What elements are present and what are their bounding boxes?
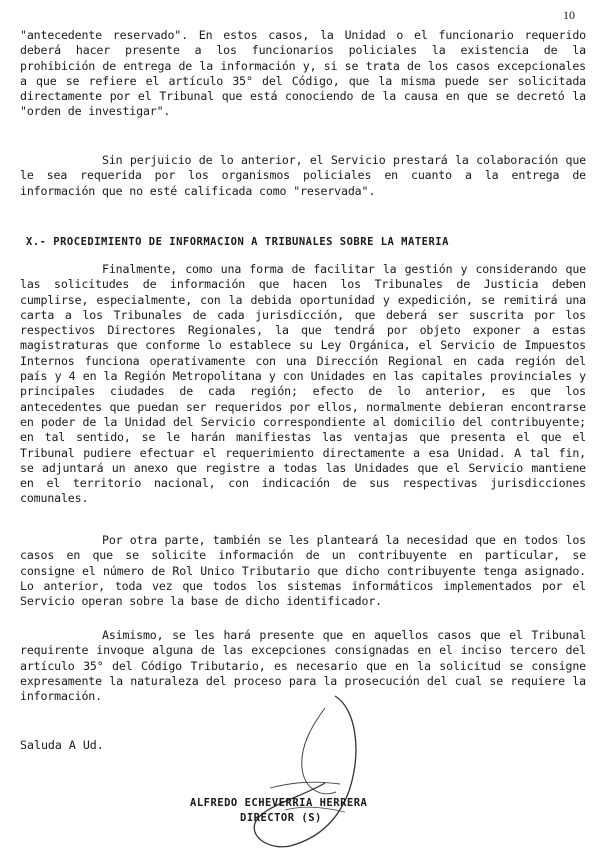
- paragraph-tribunal-letters: Finalmente, como una forma de facilitar la gestión y considerando que las solicitudes de información que hacen los Tribunales de Justicia deben cumplirse, especialmente, con la debida oportunidad y expedición, se remitirá una carta a los Tribunales de cada jurisdicción, que deberá ser suscrita por los respectivos Directores Regionales, la que tendrá por objeto exponer a estas magistraturas que conforme lo establece su Ley Orgánica, el Servicio de Impuestos Internos funciona operativamente con una Dirección Regional en cada región del país y 4 en la Región Metropolitana y con Unidades en las capitales provinciales y principales ciudades de cada región; efecto de lo anterior, es que los antecedentes que puedan ser requeridos por ellos, normalmente debieran encontrarse en poder de la Unidad del Servicio correspondiente al domicilio del contribuyente; en tal sentido, se le harán manifiestas las ventajas que presenta el que el Tribunal pudiere efectuar el requerimiento directamente a esa Unidad. A tal fin, se adjuntará un anexo que registre a todas las Unidades que el Servicio mantiene en el territorio nacional, con indicación de sus respectivas jurisdicciones comunales.: [20, 262, 586, 506]
- signature-area: [150, 688, 470, 858]
- signer-name: ALFREDO ECHEVERRIA HERRERA: [190, 797, 368, 809]
- handwritten-signature-icon: [150, 688, 470, 858]
- page-number: 10: [563, 8, 575, 22]
- paragraph-exceptions: Asimismo, se les hará presente que en aquellos casos que el Tribunal requirente invoque alguna de las excepciones consignadas en el inciso tercero del artículo 35° del Código Tributario, es necesario que en la solicitud se consigne expresamente la naturaleza del proceso para la prosecución del cual se requiere la información.: [20, 628, 586, 704]
- paragraph-service-collaboration: Sin perjuicio de lo anterior, el Servicio prestará la colaboración que le sea requerida por los organismos policiales en cuanto a la entrega de información que no esté calificada como "reservada".: [20, 153, 586, 198]
- paragraph-rut-identifier: Por otra parte, también se les planteará la necesidad que en todos los casos en que se solicite información de un contribuyente en particular, se consigne el número de Rol Unico Tributario que dicho contribuyente tenga asignado. Lo anterior, toda vez que todos los sistemas informáticos implementados por el Servicio operan sobre la base de dicho identificador.: [20, 533, 586, 609]
- paragraph-reserved-records: "antecedente reservado". En estos casos, la Unidad o el funcionario requerido deberá hacer presente a los funcionarios policiales la existencia de la prohibición de entrega de la información y, si se trata de los casos excepcionales a que se refiere el artículo 35° del Código, que la misma puede ser solicitada directamente por el Tribunal que está conociendo de la causa en que se decretó la "orden de investigar".: [20, 28, 586, 119]
- signer-title: DIRECTOR (S): [240, 812, 322, 824]
- section-heading: X.- PROCEDIMIENTO DE INFORMACION A TRIBUNALES SOBRE LA MATERIA: [26, 236, 449, 248]
- closing-salutation: Saluda A Ud.: [20, 738, 104, 752]
